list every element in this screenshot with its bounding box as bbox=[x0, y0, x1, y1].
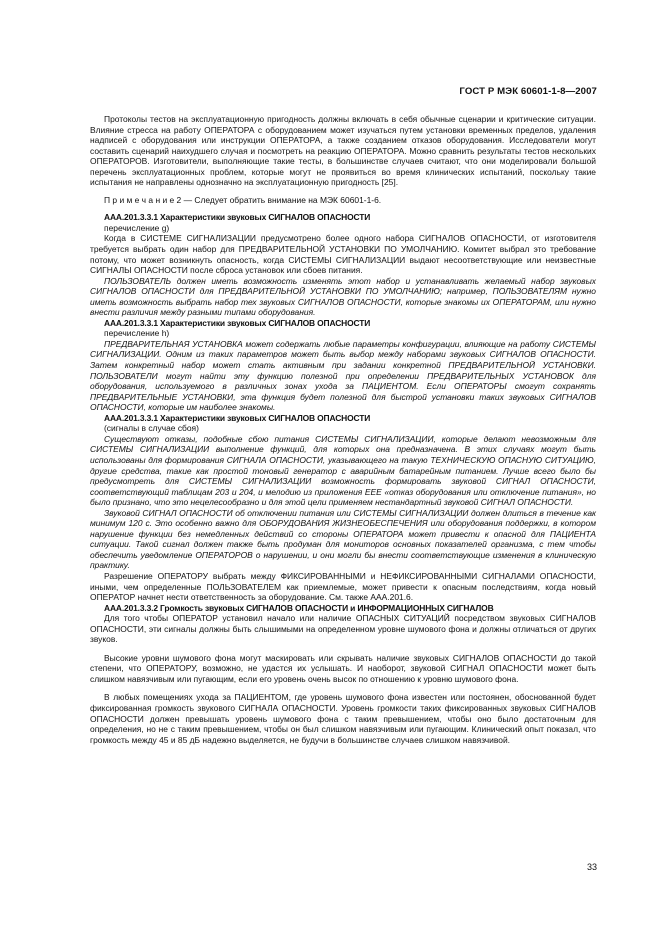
paragraph: В любых помещениях ухода за ПАЦИЕНТОМ, где уровень шумового фона известен или постоянен, обоснованной будет фиксированная громкость звукового СИГНАЛА ОПАСНОСТИ. Уровень громкости таких фиксированных звуковых СИГНАЛОВ ОПАСНОСТИ должен превышать уровень шумового фона с таким превышением, чтобы оно было достаточным для определения, но не с таким превышением, чтобы он был слишком навязчивым или пугающим. Клинический опыт показал, что громкость между 45 и 85 дБ надежно выделяется, не будучи в большинстве случаев слишком навязчивой. bbox=[90, 692, 596, 745]
paragraph: Для того чтобы ОПЕРАТОР установил начало или наличие ОПАСНЫХ СИТУАЦИЙ посредством звуковых СИГНАЛОВ ОПАСНОСТИ, эти сигналы должны быть слышимыми на определенном уровне шумового фона и должны отличаться от других звуков. bbox=[90, 613, 596, 645]
paragraph: Протоколы тестов на эксплуатационную пригодность должны включать в себя обычные сценарии и критические ситуации. Влияние стресса на работу ОПЕРАТОРА с оборудованием может изучаться путем установки временных пределов, удаления надписей с оборудования или инструкции ОПЕРАТОРА, а также созданием отказов оборудования. Исследователи могут составить сценарий наихудшего случая и посмотреть на реакцию ОПЕРАТОРА. Можно сравнить результаты тестов нескольких ОПЕРАТОРОВ. Изготовители, выполняющие такие тесты, в большинстве случаев считают, что они моделировали большой перечень эксплуатационных проблем, которые могут не проявиться во время клинических испытаний, поскольку такие испытания не направлены однозначно на эксплуатационную пригодность [25]. bbox=[90, 114, 596, 188]
paragraph-italic: ПРЕДВАРИТЕЛЬНАЯ УСТАНОВКА может содержать любые параметры конфигурации, влияющие на работу СИСТЕМЫ СИГНАЛИЗАЦИИ. Одним из таких параметров может быть выбор между наборами звуковых СИГНАЛОВ ОПАСНОСТИ. Затем конкретный набор может стать активным при задании конкретной ПРЕДВАРИТЕЛЬНОЙ УСТАНОВКИ. ПОЛЬЗОВАТЕЛИ могут найти эту функцию полезной при определении ПРЕДВАРИТЕЛЬНЫХ УСТАНОВОК для оборудования, используемого в различных зонах ухода за ПАЦИЕНТОМ. Если ОПЕРАТОРЫ смогут сохранять ПРЕДВАРИТЕЛЬНЫЕ УСТАНОВКИ, эта функция будет полезной для быстрой установки таких звуковых СИГНАЛОВ ОПАСНОСТИ, которые им наиболее знакомы. bbox=[90, 338, 596, 413]
paragraph: Когда в СИСТЕМЕ СИГНАЛИЗАЦИИ предусмотрено более одного набора СИГНАЛОВ ОПАСНОСТИ, от изготовителя требуется выбрать один набор для ПРЕДВАРИТЕЛЬНОЙ УСТАНОВКИ ПО УМОЛЧАНИЮ. Комитет выбрал это требование потому, что может возникнуть опасность, когда СИСТЕМЫ СИГНАЛИЗАЦИИ выдают несоответствующие или неизвестные СИГНАЛЫ ОПАСНОСТИ после сброса установок или сбоев питания. bbox=[90, 233, 596, 276]
paragraph: Разрешение ОПЕРАТОРУ выбрать между ФИКСИРОВАННЫМИ и НЕФИКСИРОВАННЫМИ СИГНАЛАМИ ОПАСНОСТИ, иными, чем определенные ПОЛЬЗОВАТЕЛЕМ как приемлемые, может привести к опасным последствиям, когда новый ОПЕРАТОР начнет нести ответственность за оборудование. См. также ААА.201.6. bbox=[90, 570, 596, 603]
document-header: ГОСТ Р МЭК 60601-1-8—2007 bbox=[459, 86, 597, 97]
section-heading: ААА.201.3.3.1 Характеристики звуковых СИГНАЛОВ ОПАСНОСТИ bbox=[104, 212, 371, 223]
list-reference: перечисление g) bbox=[104, 222, 170, 233]
document-body bbox=[90, 114, 596, 745]
list-reference: перечисление h) bbox=[104, 328, 170, 339]
note-label: П р и м е ч а н и е 2 bbox=[104, 194, 182, 205]
paragraph: Высокие уровни шумового фона могут маскировать или скрывать наличие звуковых СИГНАЛОВ ОПАСНОСТИ до такой степени, что ОПЕРАТОРУ, возможно, не удастся их услышать. И наоборот, звуковой СИГНАЛ ОПАСНОСТИ может быть слишком навязчивым или пугающим, если его уровень очень высок по отношению к уровню шумового фона. bbox=[90, 652, 596, 684]
note-text: — Следует обратить внимание на МЭК 60601-1-6. bbox=[183, 194, 382, 205]
paragraph-italic: Существуют отказы, подобные сбою питания СИСТЕМЫ СИГНАЛИЗАЦИИ, которые делают невозможным для СИСТЕМЫ СИГНАЛИЗАЦИИ выполнение функций, для которых она предназначена. В этих случаях могут быть использованы для формирования СИГНАЛА ОПАСНОСТИ, указывающего на такую ТЕХНИЧЕСКУЮ ОПАСНУЮ СИТУАЦИЮ, другие средства, такие как простой тоновый генератор с аварийным батарейным питанием. Лучше всего было бы предусмотреть для СИСТЕМЫ СИГНАЛИЗАЦИИ возможность формировать звуковой СИГНАЛ ОПАСНОСТИ, соответствующий таблицам 203 и 204, и мелодию из приложения ЕЕЕ «отказ оборудования или отключение питания», но было признано, что это нецелесообразно и для этой цели применяем нестандартный звуковой СИГНАЛ ОПАСНОСТИ. bbox=[90, 433, 596, 508]
section-heading: ААА.201.3.3.1 Характеристики звуковых СИГНАЛОВ ОПАСНОСТИ bbox=[104, 317, 371, 328]
section-heading: ААА.201.3.3.1 Характеристики звуковых СИГНАЛОВ ОПАСНОСТИ bbox=[104, 412, 371, 423]
section-heading: ААА.201.3.3.2 Громкость звуковых СИГНАЛОВ ОПАСНОСТИ и ИНФОРМАЦИОННЫХ СИГНАЛОВ bbox=[104, 602, 494, 613]
paragraph-italic: Звуковой СИГНАЛ ОПАСНОСТИ об отключении питания или СИСТЕМЫ СИГНАЛИЗАЦИИ должен длиться в течение как минимум 120 с. Это особенно важно для ОБОРУДОВАНИЯ ЖИЗНЕОБЕСПЕЧЕНИЯ или оборудования поддержки, в котором нарушение функции без немедленных действий со стороны ОПЕРАТОРА может привести к опасной для ПАЦИЕНТА ситуации. Такой сигнал должен также быть продуман для мониторов основных показателей организма, с тем чтобы обеспечить уведомление ОПЕРАТОРОВ о нарушении, и они могли бы внести соответствующие изменения в клиническую практику. bbox=[90, 507, 596, 571]
list-reference: (сигналы в случае сбоя) bbox=[104, 423, 199, 434]
note bbox=[90, 195, 596, 206]
paragraph-italic: ПОЛЬЗОВАТЕЛЬ должен иметь возможность изменять этот набор и устанавливать желаемый набор звуковых СИГНАЛОВ ОПАСНОСТИ для ПРЕДВАРИТЕЛЬНОЙ УСТАНОВКИ ПО УМОЛЧАНИЮ; например, ПОЛЬЗОВАТЕЛЯМ нужно иметь возможность выбрать набор тех звуковых СИГНАЛОВ ОПАСНОСТИ, которые знакомы их ОПЕРАТОРАМ, или нужно внести различия между разными типами оборудования. bbox=[90, 275, 596, 318]
page-number: 33 bbox=[586, 862, 597, 872]
